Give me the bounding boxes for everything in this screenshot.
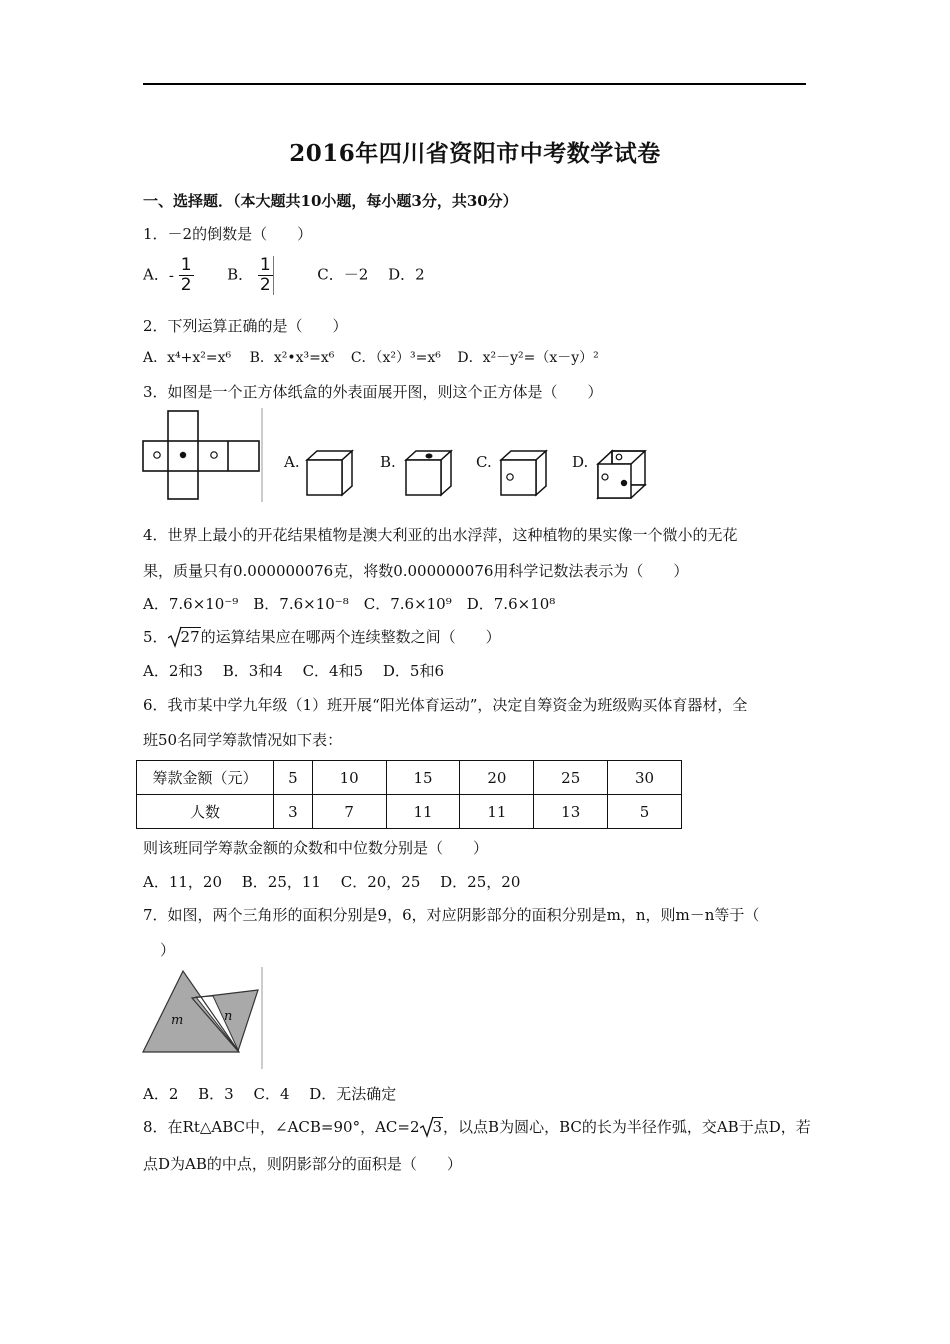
- q5-options: A．2和3 B．3和4 C．4和5 D．5和6: [143, 662, 445, 680]
- table-row: [137, 761, 682, 795]
- table-cell: 25: [534, 761, 608, 795]
- q3-option-a-label: A.: [284, 453, 300, 471]
- q7-options: A．2 B．3 C．4 D．无法确定: [143, 1085, 397, 1103]
- table-cell: 筹款金额（元）: [137, 761, 274, 795]
- q5-stem-text: 的运算结果应在哪两个连续整数之间（ ）: [200, 628, 501, 646]
- q2-option-b: B．x²•x³=x⁶: [249, 350, 335, 366]
- table-cell: 11: [386, 795, 460, 829]
- q5-radicand: 27: [180, 628, 200, 646]
- table-cell: 人数: [137, 795, 274, 829]
- q4-line2: 果，质量只有0.000000076克，将数0.000000076用科学记数法表示为（ ）: [143, 562, 689, 580]
- table-cell: 7: [312, 795, 386, 829]
- q5-sqrt: [168, 628, 201, 646]
- q1-a-sign: -: [168, 266, 174, 285]
- q1-a-numerator: 1: [180, 255, 192, 275]
- q6-options: A．11，20 B．25，11 C．20，25 D．25，20: [143, 873, 521, 891]
- page-title: 2016年四川省资阳市中考数学试卷: [289, 140, 661, 167]
- q1-a-fraction: [179, 256, 194, 295]
- table-cell: 20: [460, 761, 534, 795]
- table-cell: 11: [460, 795, 534, 829]
- q3-option-b-label: B.: [380, 453, 396, 471]
- q2-option-d: D．x²－y²=（x－y）²: [457, 350, 599, 366]
- q2-stem: 2．下列运算正确的是（ ）: [143, 317, 348, 335]
- q5-number: 5．: [143, 628, 168, 646]
- table-cell: 5: [608, 795, 682, 829]
- table-cell: 13: [534, 795, 608, 829]
- fund-table: [136, 760, 682, 829]
- q8-line1: [143, 1116, 811, 1137]
- cube-a-icon: [303, 448, 355, 500]
- q8-text-a: 8．在Rt△ABC中，∠ACB=90°，AC=2: [143, 1118, 420, 1136]
- q3-stem: 3．如图是一个正方体纸盒的外表面展开图，则这个正方体是（ ）: [143, 383, 603, 401]
- q1-a-denominator: 2: [180, 275, 192, 295]
- q8-line2: 点D为AB的中点，则阴影部分的面积是（ ）: [143, 1155, 462, 1173]
- q7-line1: 7．如图，两个三角形的面积分别是9，6，对应阴影部分的面积分别是m，n，则m－n等于（: [143, 906, 760, 924]
- q4-line1: 4．世界上最小的开花结果植物是澳大利亚的出水浮萍，这种植物的果实像一个微小的无花: [143, 526, 738, 544]
- table-cell: 10: [312, 761, 386, 795]
- q7-line2: ）: [160, 941, 176, 959]
- cube-net-figure: [140, 408, 265, 502]
- q3-option-d-label: D.: [572, 453, 589, 471]
- q1-options: [143, 256, 425, 296]
- q1-b-denominator: 2: [259, 275, 271, 295]
- q2-option-c: C．（x²）³=x⁶: [350, 350, 441, 366]
- table-cell: 30: [608, 761, 682, 795]
- cube-b-icon: [402, 448, 454, 500]
- label-n: n: [224, 1009, 233, 1024]
- q1-b-numerator: 1: [259, 255, 271, 275]
- q4-options: A．7.6×10⁻⁹ B．7.6×10⁻⁸ C．7.6×10⁹ D．7.6×10⁸: [143, 595, 556, 613]
- triangles-figure: [140, 967, 268, 1071]
- q6-after: 则该班同学筹款金额的众数和中位数分别是（ ）: [143, 839, 489, 857]
- cube-d-icon: [594, 448, 650, 502]
- table-row: [137, 795, 682, 829]
- q8-radicand: 3: [432, 1118, 443, 1136]
- section-heading: 一、选择题．（本大题共10小题，每小题3分，共30分）: [143, 192, 518, 210]
- q6-line1: 6．我市某中学九年级（1）班开展“阳光体育运动”，决定自筹资金为班级购买体育器材，全: [143, 696, 748, 714]
- q2-options: [143, 347, 599, 367]
- header-rule: [143, 83, 806, 85]
- q3-option-c-label: C.: [476, 453, 492, 471]
- label-m: m: [171, 1013, 184, 1028]
- q1-b-fraction: [258, 256, 274, 295]
- q6-line2: 班50名同学筹款情况如下表：: [143, 731, 343, 749]
- q8-sqrt: [420, 1118, 444, 1136]
- table-cell: 5: [274, 761, 313, 795]
- q2-option-a: A．x⁴+x²=x⁶: [143, 350, 232, 366]
- q5-stem: [143, 626, 501, 647]
- q1-a-label: A．: [143, 265, 169, 284]
- q8-text-b: ，以点B为圆心，BC的长为半径作弧，交AB于点D，若: [443, 1118, 811, 1136]
- q1-b-label: B．: [227, 265, 254, 284]
- table-cell: 15: [386, 761, 460, 795]
- table-cell: 3: [274, 795, 313, 829]
- q1-stem: 1．－2的倒数是（ ）: [143, 225, 313, 243]
- q1-cd: C．－2 D．2: [317, 265, 425, 284]
- cube-c-icon: [497, 448, 549, 500]
